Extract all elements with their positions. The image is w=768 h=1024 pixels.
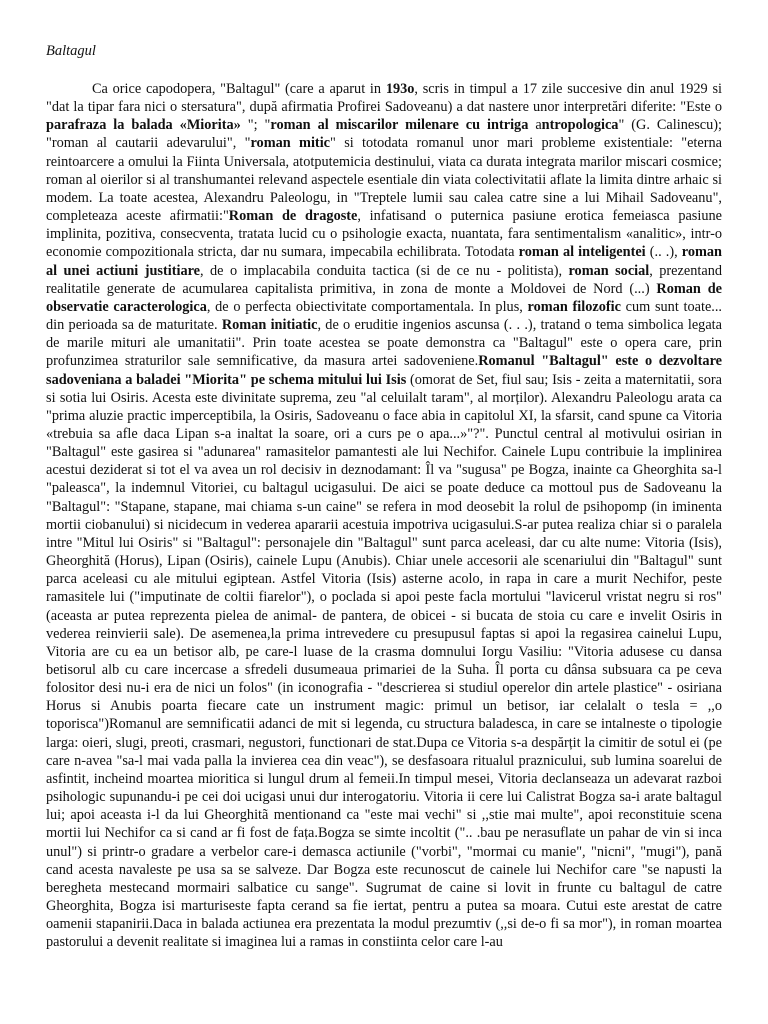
- bold-text-run: Roman de observatie caracterologica: [46, 280, 723, 315]
- bold-text-run: Romanul "Baltagul" este o dezvoltare sadoveniana a baladei "Miorita" pe schema mitului lui Isis: [46, 353, 722, 388]
- text-run: , de o eruditie ingenios ascunsa (. . .), tratand o tema simbolica legata de marile mituri ale umanitatii". Prin toate acestea se poate demonstra ca "Baltagul" este o opera care, prin profunzimea straturilor sale semnificative, da masura artei sadoveniene.: [46, 317, 722, 370]
- text-run: cum sunt toate... din perioada sa de maturitate.: [46, 298, 723, 334]
- bold-text-run: Roman de dragoste: [228, 208, 358, 225]
- bold-text-run: Roman initiatic: [221, 317, 318, 334]
- bold-text-run: ntropologica: [541, 117, 619, 134]
- text-run: (omorat de Set, fiul sau; Isis - zeita a maternitatii, sora si sotia lui Osiris. Acesta este divinitate suprema, zeu "al celuilalt taram", al morților). Alexandru Paleologu arata ca "prima aluzie practic imperceptibila, la Osiris, Sadoveanu o face abia in capitolul XI, la sfarsit, cand spune ca Vitoria «trebuia sa afle daca Lipan s-a inaltat la soare, ori a curs pe o apa...»"?". Punctul central al motivului osirian in "Baltagul" este gasirea si "adunarea" ramasitelor pamantesti ale lui Nechifor. Cainele Lupu contribuie la implinirea acestui deziderat si tot el va avea un rol decisiv in deznodamant: Îl va "sugusa" pe Bogza, inainte ca Gheorghita sa-l "paleasca", la indemnul Vitoriei, cu baltagul ucigasului. De aici se poate deduce ca mottoul pus de Sadoveanu la "Baltagul": "Stapane, stapane, mai chiama s-un caine" se refera in mod deosebit la rolul de psihopomp (in iminenta mortii ciobanului) si nicidecum in vederea apararii acestuia impotriva ucigasului.S-ar putea realiza chiar si o paralela intre "Mitul lui Osiris" si "Baltagul": personajele din "Baltagul" sunt parca aceleasi, dar cu alte nume: Vitoria (Isis), Gheorghită (Horus), Lipan (Osiris), cainele Lupu (Anubis). Chiar unele accesorii ale scenariului din "Baltagul" sunt parca aceleasi cu ale mitului egiptean. Astfel Vitoria (Isis) asterne acolo, in rapa in care a murit Nechifor, peste ramasitele lui ("imputinate de coltii fiarelor"), o poclada si apoi peste facla mortului "lavicerul vristat negru si ros" (aceasta ar putea reprezenta pielea de animal- de pantera, de obicei - si bucata de stoia cu care e invelit Osiris in vederea reinvierii sale). De asemenea,la prima intrevedere cu presupusul faptas si apoi la regasirea cainelui Lupu, Vitoria are cu ea un betisor alb, pe care-l luase de la crasma domnului Iorgu Vasiliu: "Vitoria adusese cu dansa betisorul alb cu care incercase a sfredeli dusumeaua primariei de la Suha. Îl porta cu dânsa subsuara ca pe ceva folositor desi nu-i era de nici un folos" (in iconografia - "descrierea si studiul operelor din artele plastice" - osiriana Horus si Anubis poarta fiecare cate un instrument magic: primul un betisor, iar celalalt o tesla = ,,o toporisca")Romanul are semnificatii adanci de mit si legenda, cu structura baladesca, in care se intalneste o tipologie larga: oieri, slugi, preoti, crasmari, negustori, functionari de stat.Dupa ce Vitoria s-a despărțit la cimitir de sotul ei (pe care n-avea "sa-l mai vada palla la invierea cea din veac"), se desfasoara ritualul praznicului, sub lumina soarelui de asfintit, incheind moartea mioritica si lungul drum al femeii.In timpul mesei, Vitoria declanseaza un adevarat razboi psihologic supunandu-i pe cei doi ucigasi unui dur interogatoriu. Vitoria ii cere lui Calistrat Bogza sa-i arate baltagul lui; apoi aceasta i-l da lui Gheorghitã mentionand ca "este mai vechi" si ,,stie mai multe", apoi reconstituie scena mortii lui Nechifor ca si cand ar fi fost de fața.Bogza se simte incoltit (".. .bau pe nerasuflate un pahar de vin si inca unul") si printr-o gradare a verbelor care-i demasca actiunile ("vorbi", "mormai cu manie", "nicni", "mugi"), pană cand acesta navaleste pe usa sa se salveze. Dar Bogza este recunoscut de cainele lui Nechifor care "se napusti la beregheta mestecand mormairi salbatice cu sange". Sugrumat de caine si lovit in frunte cu baltagul de catre Gheorghita, Bogza isi marturiseste fapta cerand sa fie iertat, pentru a putea sa moara. Cutui este arestat de catre oamenii stapanirii.Daca in balada actiunea era prezentata la modul prezumtiv (,,si de-o fi sa mor"), in roman moartea pastorului a devenit realitate si imaginea lui a ramas in constiinta celor care l-au: [46, 371, 722, 951]
- text-run: " si totodata romanul unor mari probleme existentiale: "eterna reintoarcere a omului la Fiinta Universala, atotputemicia destinului, viata ca durata integrata marilor miscari cosmice; roman al oierilor si al transhumantei relevand aspectele esentiale din viata colectivitatii aflate la limita dintre arhaic si modem. La toate acestea, Alexandru Paleologu, in "Treptele lumii sau calea catre sine a lui Mihail Sadoveanu", completeaza aceste afirmatii:": [46, 135, 723, 225]
- text-run: , de o implacabila conduita tactica (si de ce nu - politista),: [200, 262, 569, 279]
- bold-text-run: 193o: [385, 81, 415, 97]
- text-run: , infatisand o puternica pasiune erotica femeiasca pasiune implinita, pozitiva, consecventa, tratata lucid cu o psihologie exacta, nuantata, fara sentimentalism «analitic», intr-o economie compozitionala stricta, dar nu sumara, impecabila echilibrata. Totodata: [46, 208, 722, 261]
- text-run: a: [528, 117, 542, 134]
- bold-text-run: roman filozofic: [527, 298, 621, 315]
- text-run: , scris in timpul a 17 zile succesive din anul 1929 si "dat la tipar fara nici o stersatura", după afirmatia Profirei Sadoveanu) a dat nastere unor interpretări diferite: "Este o: [46, 81, 723, 116]
- body-paragraph: [46, 80, 722, 952]
- bold-text-run: roman al inteligentei: [518, 244, 646, 261]
- text-run: , de o perfecta obiectivitate comportamentala. In plus,: [206, 298, 528, 315]
- text-run: Ca orice capodopera, "Baltagul" (care a aparut in: [92, 81, 386, 97]
- text-run: "; ": [240, 117, 271, 134]
- text-run: , prezentand realitatile generate de acumularea capitalista primitiva, in zona de monte a Moldovei de Nord (...): [46, 262, 722, 297]
- bold-text-run: roman al unei actiuni justitiare: [46, 244, 722, 279]
- text-run: " (G. Calinescu); "roman al cautarii adevarului", ": [46, 117, 722, 152]
- bold-text-run: roman mitic: [250, 135, 331, 152]
- bold-text-run: parafraza la balada «Miorita»: [46, 117, 241, 134]
- bold-text-run: roman social: [568, 262, 650, 279]
- bold-text-run: roman al miscarilor milenare cu intriga: [270, 117, 529, 134]
- document-title: Baltagul: [46, 43, 96, 59]
- text-run: (.. .),: [645, 244, 682, 261]
